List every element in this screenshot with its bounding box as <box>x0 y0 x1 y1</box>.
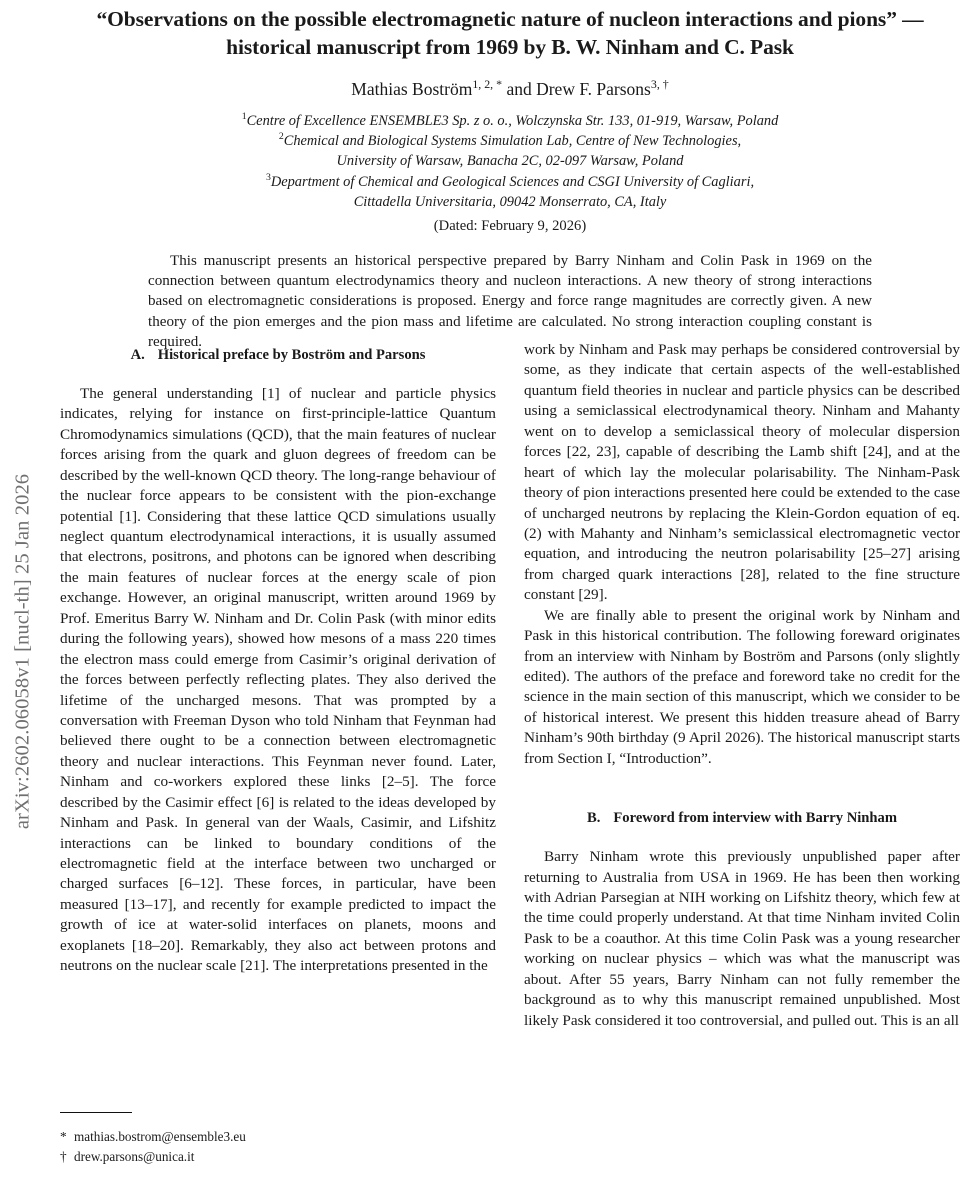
affiliation-mark-3: 3 <box>265 172 271 184</box>
affiliation-text-3-line2: Cittadella Universitaria, 09042 Monserrato, CA, Italy <box>353 194 667 211</box>
arxiv-stamp <box>0 0 46 1200</box>
affiliation-3 <box>65 172 955 192</box>
section-title-a: Historical preface by Boström and Parsons <box>157 347 426 363</box>
author-marks-1: 1, 2, * <box>472 77 503 92</box>
affiliation-3-line2 <box>65 192 955 212</box>
author-name-1: Mathias Boström <box>351 78 473 99</box>
paragraph-right-3: Barry Ninham wrote this previously unpublished paper after returning to Australia from USA in 1969. He has been then working with Adrian Parsegian at NIH working on Lifshitz theory, which few at the time could properly understand. At that time Ninham invited Colin Pask to be a coauthor. At this time Colin Pask was a young researcher working on nuclear physics – which was what the manuscript was about. After 55 years, Barry Ninham can not fully remember the background as to why this manuscript remained unpublished. Most likely Pask considered it too controversial, and pulled out. This is an all <box>524 848 960 1029</box>
footnote-2 <box>60 1147 496 1167</box>
affiliation-2-line2 <box>65 151 955 171</box>
footnote-rule <box>60 1112 132 1113</box>
affiliation-block <box>65 111 955 213</box>
author-name-2: Drew F. Parsons <box>536 78 651 99</box>
left-column <box>60 340 496 1164</box>
front-matter <box>65 0 955 352</box>
section-label-a: A. <box>130 347 145 363</box>
body-columns <box>60 340 960 1164</box>
affiliation-text-1: Centre of Excellence ENSEMBLE3 Sp. z o. o., Wolczynska Str. 133, 01-919, Warsaw, Poland <box>246 112 779 129</box>
paper-page <box>46 0 974 1200</box>
abstract: This manuscript presents an historical perspective prepared by Barry Ninham and Colin Pask in 1969 on the connection between quantum electrodynamics theory and nucleon interactions. A new theory of strong interactions based on electromagnetic considerations is proposed. Energy and force range magnitudes are correctly given. A new theory of the pion emerges and the pion mass and lifetime are calculated. No strong interaction coupling constant is required. <box>148 253 872 350</box>
section-heading-a <box>60 346 496 365</box>
footnote-email-2[interactable]: drew.parsons@unica.it <box>74 1148 195 1164</box>
paragraph-right-2: We are finally able to present the original work by Ninham and Pask in this historical contribution. The following foreward originates from an interview with Ninham by Boström and Parsons (only slightly edited). The authors of the preface and foreword take no credit for the science in the main section of this manuscript, which we consider to be of historical interest. We present this hidden treasure ahead of Barry Ninham’s 90th birthday (9 April 2026). The historical manuscript starts from Section I, “Introduction”. <box>524 606 960 767</box>
section-heading-b <box>524 809 960 828</box>
footnote-1 <box>60 1127 496 1147</box>
author-line <box>65 78 955 102</box>
paragraph-right-1-continuation: work by Ninham and Pask may perhaps be considered controversial by some, as they indicate that certain aspects of the well-established quantum field theories in nuclear and particle physics can be described using a semiclassical electrodynamical theory. Ninham and Mahanty went on to develop a semiclassical theory of molecular dispersion forces [22, 23], capable of describing the Lamb shift [24], and at the heart of which lay the molecular polarisability. The Ninham-Pask theory of pion interactions presented here could be extended to the case of uncharged neutrons by replacing the Klein-Gordon equation of eq.(2) with Mahanty and Ninham’s semiclassical electromagnetic vector equation, and introducing the neutron polarisability [25–27] arising from charged quark interactions [28], related to the fine structure constant [29]. <box>524 341 960 604</box>
affiliation-text-3: Department of Chemical and Geological Sciences and CSGI University of Cagliari, <box>270 173 755 190</box>
dated-line: (Dated: February 9, 2026) <box>433 217 587 234</box>
affiliation-text-2-line2: University of Warsaw, Banacha 2C, 02-097 Warsaw, Poland <box>336 153 684 170</box>
section-title-b: Foreword from interview with Barry Ninham <box>613 810 897 827</box>
affiliation-1 <box>65 111 955 131</box>
footnote-email-1[interactable]: mathias.bostrom@ensemble3.eu <box>74 1129 246 1144</box>
footnote-mark-2: † <box>60 1148 67 1164</box>
arxiv-stamp-text: arXiv:2602.06058v1 [nucl-th] 25 Jan 2026 <box>11 473 34 830</box>
page-title: “Observations on the possible electromagnetic nature of nucleon interactions and pions” — historical manuscript from 1969 by B. W. Ninham and C. Pask <box>96 7 924 59</box>
footnote-mark-1: * <box>60 1129 67 1144</box>
author-marks-2: 3, † <box>650 77 669 92</box>
paragraph-left-1: The general understanding [1] of nuclear and particle physics indicates, relying for instance on first-principle-lattice Quantum Chromodynamics simulations (QCD), that the main features of nuclear forces arising from the quark and gluon degrees of freedom can be described by the well-known QCD theory. The long-range behaviour of the nuclear force appears to be consistent with the pion-exchange potential [1]. Considering that these lattice QCD simulations usually neglect quantum electrodynamical interactions, it is usually assumed that electrons, positrons, and photons can be ignored when describing the main features of nuclear forces at the energy scale of pion exchange. However, an original manuscript, written around 1969 by Prof. Emeritus Barry W. Ninham and Dr. Colin Pask (with minor edits during the following years), showed how mesons of a mass 220 times the electron mass could emerge from Casimir’s original derivation of the forces between perfectly reflecting plates. They also derived the lifetime of the uncharged mesons. That was prompted by a conversation with Freeman Dyson who told Ninham that Feynman had believed there ought to be a connection between electromagnetic theory and nuclear interactions. This Feynman never found. Later, Ninham and co-workers explored these links [2–5]. The force described by the Casimir effect [6] is related to the ideas developed by Ninham and Pask. In general van der Waals, Casimir, and Lifshitz interactions can be linked to boundary conditions of the electromagnetic field at the interface between two uncharged or charged surfaces [6–12]. These forces, in particular, have been measured [13–17], and recently for example predicted to impact the growth of ice at water-solid interfaces on planets, moons and exoplanets [18–20]. Remarkably, they also act between protons and neutrons on the nuclear scale [21]. The interpretations presented in the <box>60 384 496 975</box>
author-conjunction: and <box>506 78 532 99</box>
affiliation-2 <box>65 131 955 151</box>
section-label-b: B. <box>587 810 601 827</box>
affiliation-mark-2: 2 <box>278 131 284 143</box>
affiliation-text-2: Chemical and Biological Systems Simulation Lab, Centre of New Technologies, <box>283 132 742 149</box>
section-spacer <box>524 769 960 803</box>
footnote-block <box>60 1112 496 1167</box>
affiliation-mark-1: 1 <box>241 110 247 122</box>
right-column <box>524 340 960 1031</box>
